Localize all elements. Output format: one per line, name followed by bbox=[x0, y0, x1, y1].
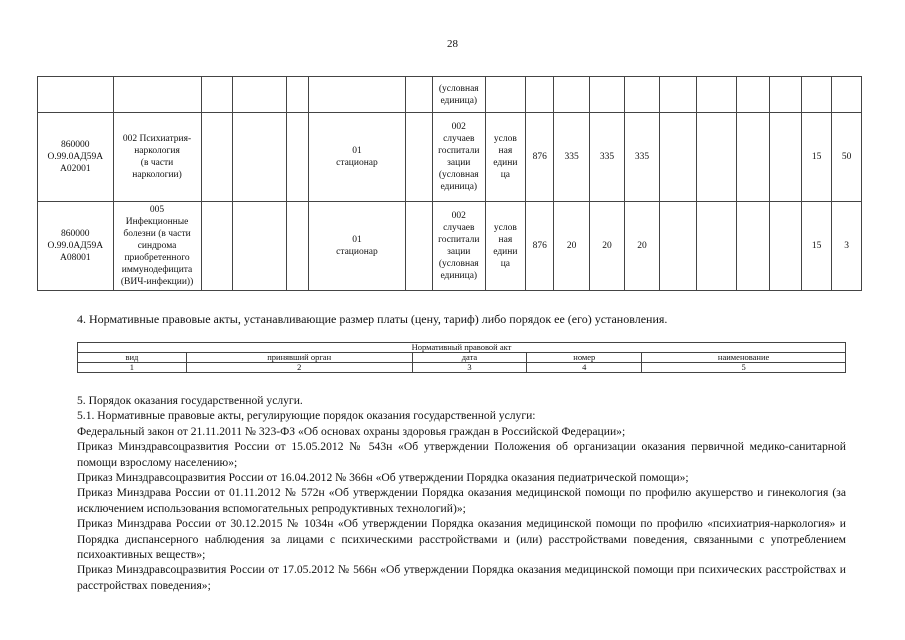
column-header: номер bbox=[527, 353, 642, 363]
table-row bbox=[38, 113, 862, 202]
service-name-cell: 002 Психиатрия- наркология (в части наркологии) bbox=[113, 113, 201, 202]
value-cell: 335 bbox=[625, 113, 660, 202]
group-header: Нормативный правовой акт bbox=[78, 343, 846, 353]
section-5 bbox=[77, 393, 846, 593]
deviation-absolute-cell: 50 bbox=[832, 113, 862, 202]
condition-cell: 01 стационар bbox=[308, 202, 406, 291]
section-5-heading: 5. Порядок оказания государственной услуги. bbox=[77, 394, 303, 407]
unit-cell: услов ная едини ца bbox=[485, 202, 525, 291]
column-header: вид bbox=[78, 353, 187, 363]
indicator-cell: 002 случаев госпитали зации (условная единица) bbox=[432, 202, 485, 291]
section-5-1-heading: 5.1. Нормативные правовые акты, регулирующие порядок оказания государственной услуги: bbox=[77, 409, 536, 423]
legal-act-item: Приказ Минздравсоцразвития России от 15.05.2012 № 543н «Об утверждении Положения об организации оказания первичной медико-санитарной помощи взрослому населению»; bbox=[77, 440, 846, 469]
column-header: дата bbox=[412, 353, 527, 363]
legal-act-item: Приказ Минздравсоцразвития России от 17.05.2012 № 566н «Об утверждении Порядка оказания медицинской помощи при психических расстройствах и расстройствах поведения»; bbox=[77, 563, 846, 592]
okei-code-cell: 876 bbox=[525, 113, 554, 202]
value-cell: 20 bbox=[589, 202, 624, 291]
value-cell: 20 bbox=[554, 202, 589, 291]
table-row bbox=[38, 202, 862, 291]
deviation-absolute-cell: 3 bbox=[832, 202, 862, 291]
column-number: 3 bbox=[412, 363, 527, 373]
column-header: наименование bbox=[642, 353, 846, 363]
condition-cell: 01 стационар bbox=[308, 113, 406, 202]
registry-code-cell: 860000 О.99.0АД59А А08001 bbox=[38, 202, 114, 291]
value-cell: 335 bbox=[554, 113, 589, 202]
table-row bbox=[78, 363, 846, 373]
column-number: 5 bbox=[642, 363, 846, 373]
deviation-percent-cell: 15 bbox=[801, 113, 831, 202]
table-row bbox=[38, 77, 862, 113]
table-header-row bbox=[78, 343, 846, 353]
indicator-cell: 002 случаев госпитали зации (условная единица) bbox=[432, 113, 485, 202]
legal-act-item: Приказ Минздравсоцразвития России от 16.04.2012 № 366н «Об утверждении Порядка оказания педиатрической помощи»; bbox=[77, 471, 689, 485]
registry-code-cell: 860000 О.99.0АД59А А02001 bbox=[38, 113, 114, 202]
deviation-percent-cell: 15 bbox=[801, 202, 831, 291]
legal-act-item: Приказ Минздрава России от 01.11.2012 № 572н «Об утверждении Порядка оказания медицинской помощи по профилю акушерство и гинекология (за исключением использования вспомогательных репродуктивных технологий)»; bbox=[77, 486, 846, 515]
legal-act-item: Федеральный закон от 21.11.2011 № 323-ФЗ «Об основах охраны здоровья граждан в Российской Федерации»; bbox=[77, 424, 626, 438]
column-number: 4 bbox=[527, 363, 642, 373]
table-header-row bbox=[78, 353, 846, 363]
column-header: принявший орган bbox=[186, 353, 412, 363]
section-4-heading: 4. Нормативные правовые акты, устанавливающие размер платы (цену, тариф) либо порядок ее (его) установления. bbox=[77, 312, 668, 326]
service-name-cell: 005 Инфекционные болезни (в части синдрома приобретенного иммунодефицита (ВИЧ-инфекции)) bbox=[113, 202, 201, 291]
unit-cell: услов ная едини ца bbox=[485, 113, 525, 202]
page-number: 28 bbox=[447, 38, 458, 50]
value-cell: 20 bbox=[625, 202, 660, 291]
legal-acts-table bbox=[77, 342, 846, 373]
service-volume-table bbox=[37, 76, 862, 291]
legal-act-item: Приказ Минздрава России от 30.12.2015 № 1034н «Об утверждении Порядка оказания медицинской помощи по профилю «психиатрия-наркология» и Порядка диспансерного наблюдения за лицами с психическими расстройствами и (или) расстройствами поведения, связанными с употреблением психоактивных веществ»; bbox=[77, 517, 846, 562]
indicator-cell: (условная единица) bbox=[432, 77, 485, 113]
okei-code-cell: 876 bbox=[525, 202, 554, 291]
column-number: 2 bbox=[186, 363, 412, 373]
value-cell: 335 bbox=[589, 113, 624, 202]
column-number: 1 bbox=[78, 363, 187, 373]
